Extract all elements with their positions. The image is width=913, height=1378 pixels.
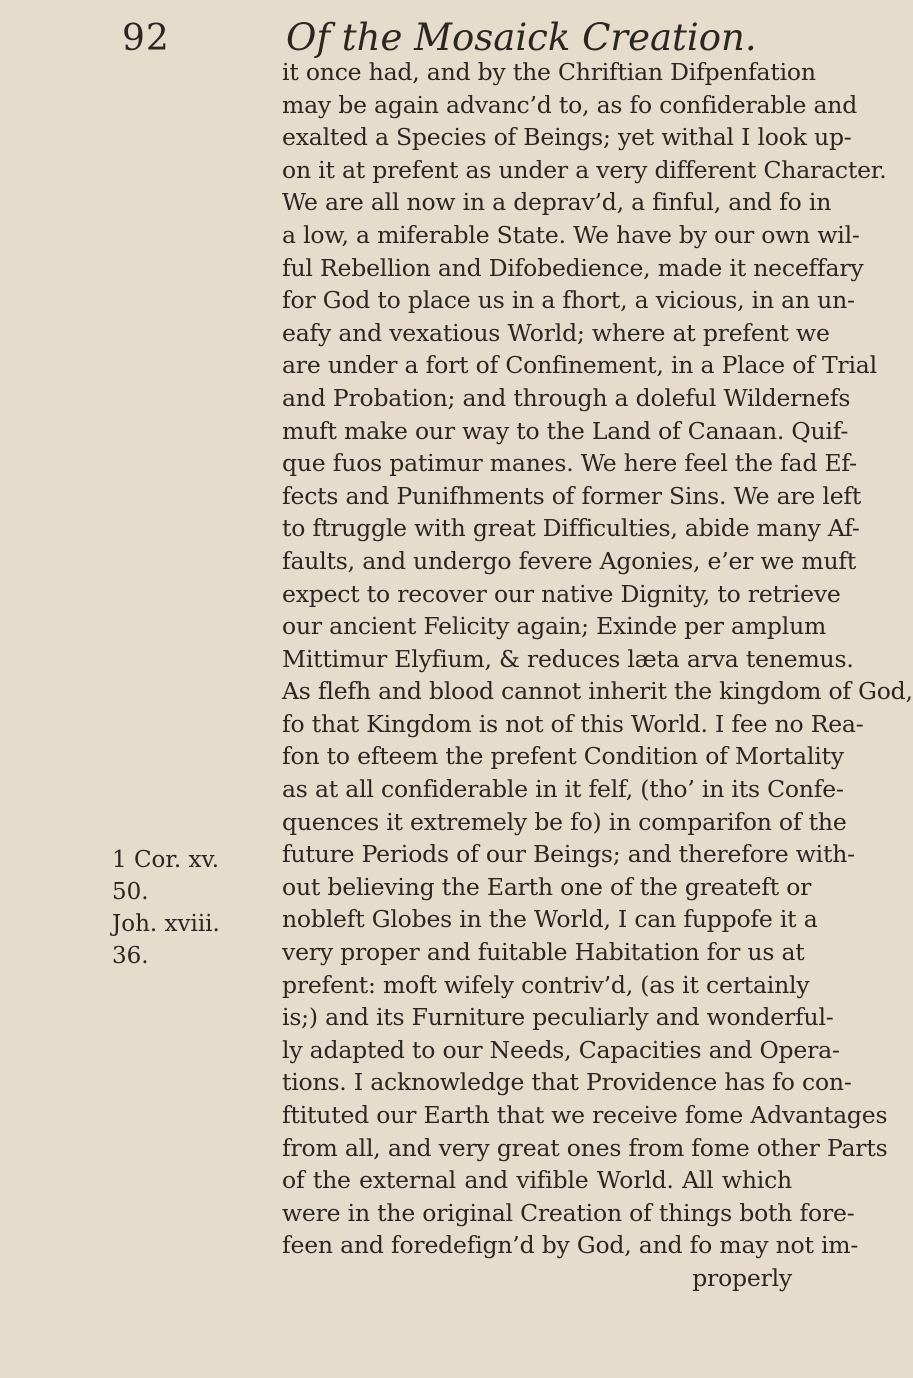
text-line: are under a fort of Confinement, in a Place of Trial: [282, 351, 877, 380]
text-line: were in the original Creation of things both fore-: [282, 1198, 855, 1227]
text-line: nobleft Globes in the World, I can fuppofe it a: [282, 905, 818, 934]
text-line: expect to recover our native Dignity, to retrieve: [282, 579, 841, 608]
text-line: ly adapted to our Needs, Capacities and Opera-: [282, 1035, 840, 1064]
text-line: ftituted our Earth that we receive fome Advantages: [282, 1101, 888, 1129]
text-line: fon to efteem the prefent Condition of Mortality: [282, 742, 844, 771]
margin-note: 1 Cor. xv.: [112, 847, 220, 873]
text-line: and Probation; and through a doleful Wildernefs: [282, 383, 851, 412]
text-line: feen and foredefign’d by God, and fo may not im-: [282, 1231, 859, 1260]
text-line: on it at prefent as under a very different Character.: [282, 155, 887, 184]
text-line: for God to place us in a fhort, a vicious, in an un-: [282, 286, 855, 315]
text-line: it once had, and by the Chriftian Difpenfation: [282, 58, 816, 86]
text-line: our ancient Felicity again; Exinde per amplum: [282, 612, 827, 641]
text-line: Mittimur Elyfium, & reduces læta arva tenemus.: [282, 644, 854, 673]
text-line: from all, and very great ones from fome other Parts: [282, 1133, 888, 1162]
margin-note: Joh. xviii.: [112, 911, 220, 937]
text-line: eafy and vexatious World; where at prefent we: [282, 318, 830, 347]
page-number: 92: [122, 18, 170, 59]
text-line: As flefh and blood cannot inherit the kingdom of God,: [282, 677, 913, 706]
text-line: of the external and vifible World. All which: [282, 1166, 792, 1195]
text-line: que fuos patimur manes. We here feel the fad Ef-: [282, 449, 857, 478]
text-line: is;) and its Furniture peculiarly and wonderful-: [282, 1003, 834, 1032]
text-line: fects and Punifhments of former Sins. We are left: [282, 481, 862, 510]
margin-references: [112, 844, 282, 972]
text-line: quences it extremely be fo) in comparifon of the: [282, 807, 847, 836]
text-line: a low, a miferable State. We have by our own wil-: [282, 220, 860, 249]
text-line: tions. I acknowledge that Providence has fo con-: [282, 1068, 852, 1097]
text-line: may be again advanc’d to, as fo confiderable and: [282, 90, 858, 119]
text-line: out believing the Earth one of the greateft or: [282, 872, 812, 901]
text-line: faults, and undergo fevere Agonies, e’er we muft: [282, 546, 857, 575]
margin-note: 36.: [112, 943, 149, 969]
catchword: properly: [692, 1263, 792, 1292]
text-line: very proper and fuitable Habitation for us at: [282, 938, 805, 967]
text-line: prefent: moft wifely contriv’d, (as it certainly: [282, 970, 810, 999]
body-text: [282, 56, 913, 1295]
text-line: ful Rebellion and Difobedience, made it neceffary: [282, 253, 864, 282]
text-line: exalted a Species of Beings; yet withal I look up-: [282, 123, 852, 152]
running-title: Of the Mosaick Creation.: [286, 16, 757, 59]
margin-note: 50.: [112, 879, 149, 905]
text-line: as at all confiderable in it felf, (tho’ in its Confe-: [282, 775, 844, 804]
text-line: We are all now in a deprav’d, a finful, and fo in: [282, 188, 832, 217]
text-line: fo that Kingdom is not of this World. I fee no Rea-: [282, 709, 864, 738]
text-line: future Periods of our Beings; and therefore with-: [282, 840, 855, 869]
text-line: to ftruggle with great Difficulties, abide many Af-: [282, 514, 860, 543]
text-line: muft make our way to the Land of Canaan. Quif-: [282, 416, 849, 445]
